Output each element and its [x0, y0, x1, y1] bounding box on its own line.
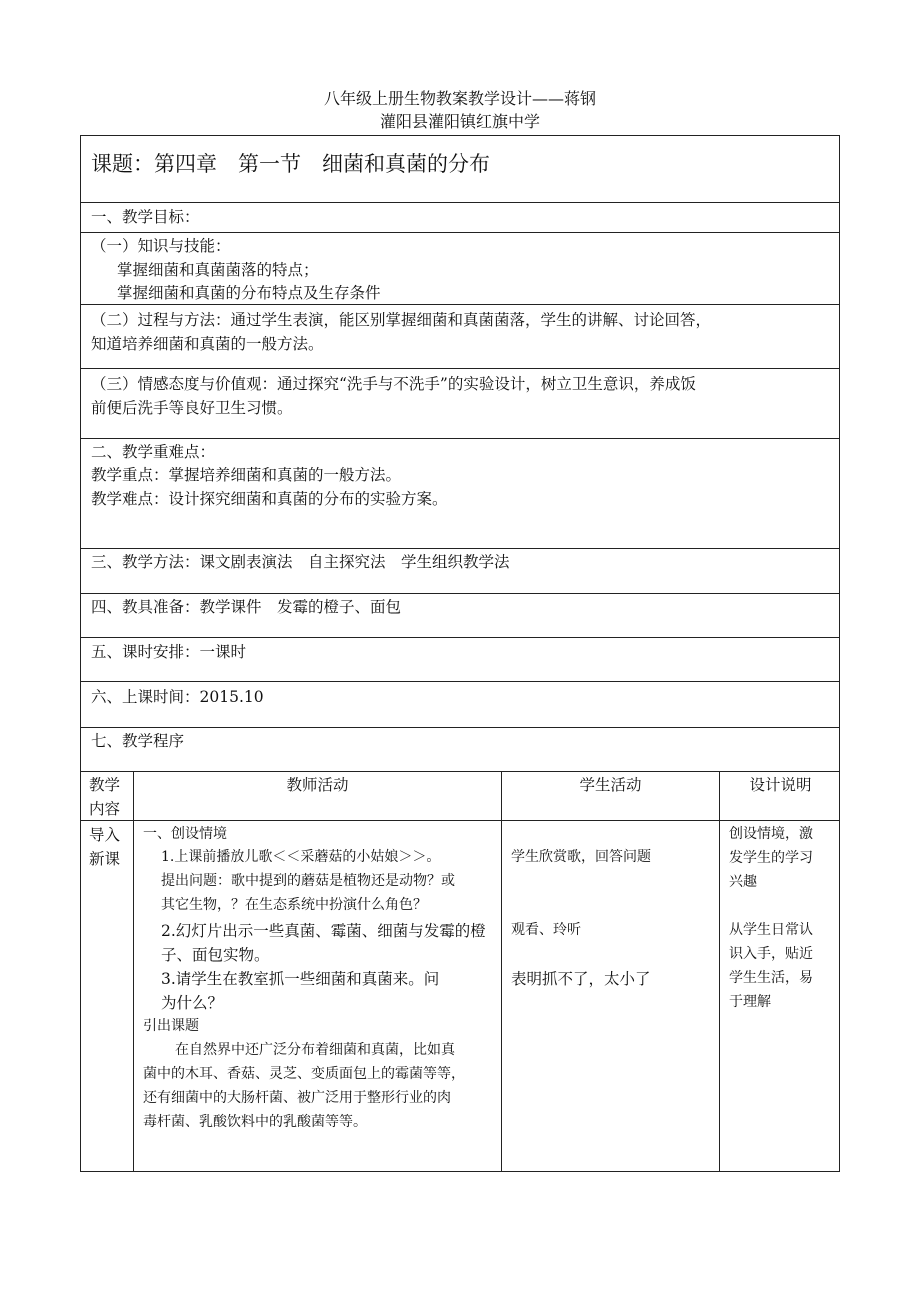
emotion-row: [80, 369, 840, 439]
knowledge-heading: （一）知识与技能：: [91, 237, 231, 255]
teacher-item1-l3: 其它生物，？在生态系统中扮演什么角色？: [161, 897, 427, 913]
process-row: [80, 305, 840, 369]
design-note-1-l3: 兴趣: [729, 874, 757, 890]
lesson-title-row: [80, 135, 840, 203]
document-header-school: 灌阳县灌阳镇红旗中学: [379, 112, 540, 131]
difficult-point: 教学难点：设计探究细菌和真菌的分布的实验方案。: [91, 490, 448, 508]
design-note-2-l2: 识入手，贴近: [729, 946, 813, 962]
schedule-text: 五、课时安排：一课时: [91, 643, 247, 661]
methods-row: [80, 549, 840, 594]
teacher-item3-l1: 3.请学生在教室抓一些细菌和真菌来。问: [161, 970, 440, 988]
time-row: [80, 682, 840, 728]
column-divider: [501, 771, 502, 1171]
teacher-para-l1: 在自然界中还广泛分布着细菌和真菌，比如真: [175, 1042, 455, 1058]
design-note-2-l4: 于理解: [729, 994, 771, 1010]
header-divider: [81, 820, 839, 821]
procedure-heading-row: [80, 728, 840, 772]
row-content-2: 新课: [89, 850, 121, 868]
design-note-2-l3: 学生生活，易: [729, 970, 813, 986]
tools-text: 四、教具准备：教学课件 发霉的橙子、面包: [91, 598, 402, 616]
lesson-title: 课题：第四章 第一节 细菌和真菌的分布: [91, 152, 490, 176]
col-header-student: 学生活动: [579, 776, 642, 794]
teacher-para-l4: 毒杆菌、乳酸饮料中的乳酸菌等等。: [143, 1114, 367, 1130]
procedure-heading: 七、教学程序: [91, 732, 185, 750]
teacher-intro: 引出课题: [143, 1018, 199, 1034]
process-line-2: 知道培养细菌和真菌的一般方法。: [91, 335, 324, 353]
methods-text: 三、教学方法：课文剧表演法 自主探究法 学生组织教学法: [91, 553, 510, 571]
knowledge-item-2: 掌握细菌和真菌的分布特点及生存条件: [117, 284, 381, 302]
schedule-row: [80, 638, 840, 682]
key-point: 教学重点：掌握培养细菌和真菌的一般方法。: [91, 466, 402, 484]
teacher-section: 一、创设情境: [143, 826, 227, 842]
teacher-item2-l2: 子、面包实物。: [161, 946, 270, 964]
teacher-para-l3: 还有细菌中的大肠杆菌、被广泛用于整形行业的肉: [143, 1090, 451, 1106]
col-header-teacher: 教师活动: [286, 776, 349, 794]
process-line-1: （二）过程与方法：通过学生表演，能区别掌握细菌和真菌菌落，学生的讲解、讨论回答，: [91, 311, 712, 329]
emotion-line-2: 前便后洗手等良好卫生习惯。: [91, 399, 293, 417]
column-divider: [133, 771, 134, 1171]
teacher-item1-l2: 提出问题：歌中提到的蘑菇是植物还是动物？或: [161, 873, 455, 889]
emotion-line-1: （三）情感态度与价值观：通过探究“洗手与不洗手”的实验设计，树立卫生意识，养成饭: [91, 375, 696, 393]
col-header-design: 设计说明: [749, 776, 812, 794]
design-note-2-l1: 从学生日常认: [729, 922, 813, 938]
design-note-1-l1: 创设情境，激: [729, 826, 813, 842]
teacher-para-l2: 菌中的木耳、香菇、灵芝、变质面包上的霉菌等等，: [143, 1066, 465, 1082]
column-divider: [719, 771, 720, 1171]
time-text: 六、上课时间：2015.10: [91, 688, 264, 706]
document-header-title: 八年级上册生物教案教学设计——蒋钢: [323, 89, 596, 108]
key-points-heading: 二、教学重难点：: [91, 443, 216, 461]
key-points-row: [80, 439, 840, 549]
teacher-item3-l2: 为什么？: [161, 994, 224, 1012]
student-activity-3: 表明抓不了，太小了: [511, 970, 651, 988]
objectives-heading: 一、教学目标：: [91, 208, 200, 226]
student-activity-1: 学生欣赏歌，回答问题: [511, 849, 651, 865]
col-header-content-1: 教学: [89, 776, 121, 794]
design-note-1-l2: 发学生的学习: [729, 850, 813, 866]
procedure-table: [80, 771, 840, 1172]
teacher-item2-l1: 2.幻灯片出示一些真菌、霉菌、细菌与发霉的橙: [161, 922, 486, 940]
teacher-item1-l1: 1.上课前播放儿歌＜＜采蘑菇的小姑娘＞＞。: [161, 849, 441, 865]
col-header-content-2: 内容: [89, 800, 121, 818]
row-content-1: 导入: [89, 826, 121, 844]
student-activity-2: 观看、玲听: [511, 922, 581, 938]
tools-row: [80, 594, 840, 638]
objectives-heading-row: [80, 203, 840, 233]
knowledge-item-1: 掌握细菌和真菌菌落的特点；: [117, 261, 319, 279]
knowledge-row: [80, 233, 840, 305]
